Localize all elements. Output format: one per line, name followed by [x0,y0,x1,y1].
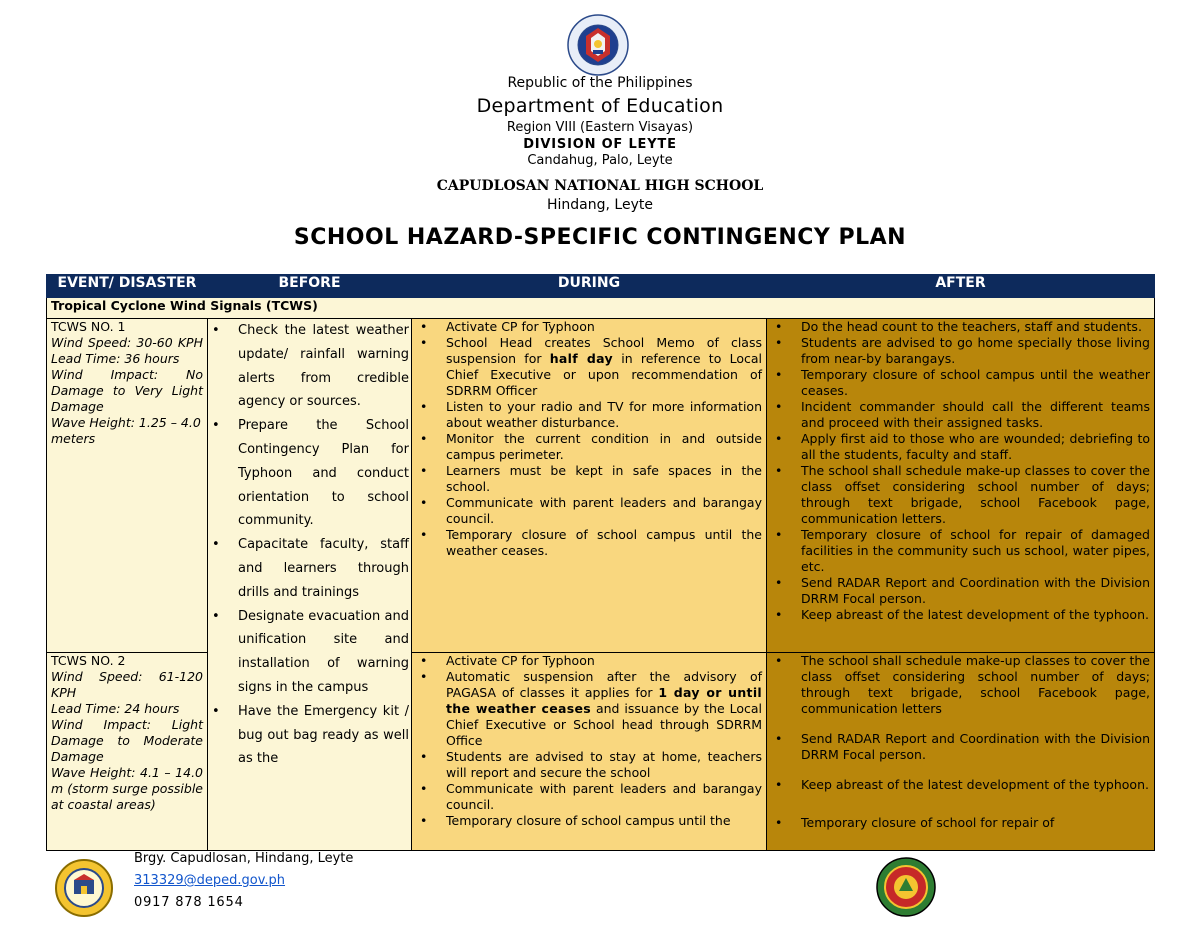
list-item: • Have the Emergency kit / bug out bag ready as well as the [212,700,409,771]
emphasis: half day [549,351,613,366]
list-item [416,669,762,749]
during-list [416,319,762,559]
event-wind-speed: Wind Speed: 30-60 KPH Lead Time: 36 hours [51,335,203,366]
list-item: • Keep abreast of the latest development of the typhoon. [771,607,1150,623]
event-wind-impact: Wind Impact: Light Damage to Moderate Damage [51,717,203,764]
footer-email-link[interactable]: 313329@deped.gov.ph [134,873,286,888]
category-row: Tropical Cyclone Wind Signals (TCWS) [47,298,1155,319]
list-item: • Do the head count to the teachers, staff and students. [771,319,1150,335]
footer-phone: 0917 878 1654 [134,895,244,910]
list-item: • Keep abreast of the latest development of the typhoon. [771,777,1150,793]
list-item: • Learners must be kept in safe spaces in the school. [416,463,762,495]
emphasis: 1 day or until the weather ceases [446,685,762,716]
division-address: Candahug, Palo, Leyte [527,153,673,168]
drrm-logo-icon [875,856,937,918]
column-header-during: DURING [412,275,767,298]
during-cell-tcws-1 [412,319,767,653]
list-item: • Capacitate faculty, staff and learners through drills and trainings [212,533,409,604]
list-item: • Students are advised to stay at home, teachers will report and secure the school [416,749,762,781]
list-item: • Monitor the current condition in and outside campus perimeter. [416,431,762,463]
list-item [416,335,762,399]
event-wind-speed: Wind Speed: 61-120 KPH [51,669,203,700]
event-lead-time: Lead Time: 24 hours [51,701,180,716]
list-item: • Prepare the School Contingency Plan for Typhoon and conduct orientation to school community. [212,414,409,533]
column-header-after: AFTER [767,275,1155,298]
page-title: SCHOOL HAZARD-SPECIFIC CONTINGENCY PLAN [293,225,907,250]
after-cell-tcws-2 [767,653,1155,851]
list-item: • Apply first aid to those who are wounded; debriefing to all the students, faculty and staff. [771,431,1150,463]
list-item: • Activate CP for Typhoon [416,319,762,335]
event-cell-tcws-1 [47,319,208,653]
list-item: • Temporary closure of school campus until the weather ceases. [771,367,1150,399]
during-list [416,653,762,829]
event-name: TCWS NO. 2 [51,653,126,668]
event-cell-tcws-2 [47,653,208,851]
contingency-plan-table [46,274,1155,851]
list-item: • Send RADAR Report and Coordination with the Division DRRM Focal person. [771,575,1150,607]
republic-line: Republic of the Philippines [507,75,693,91]
before-list [212,319,409,771]
list-item: • Activate CP for Typhoon [416,653,762,669]
text: Automatic suspension after the advisory of PAGASA of classes it applies for [446,669,762,700]
list-item: • Check the latest weather update/ rainfall warning alerts from credible agency or sources. [212,319,409,414]
after-list [771,319,1150,623]
during-cell-tcws-2 [412,653,767,851]
list-item: • Temporary closure of school for repair of [771,815,1150,831]
list-item: • The school shall schedule make-up classes to cover the class offset considering school number of days; through text brigade, school Facebook page, communication letters [771,653,1150,717]
event-wave-height: Wave Height: 4.1 – 14.0 m (storm surge possible at coastal areas) [51,765,203,812]
list-item: • Temporary closure of school for repair of damaged facilities in the community such us school, water pipes, etc. [771,527,1150,575]
list-item: • Communicate with parent leaders and barangay council. [416,495,762,527]
list-item: • Listen to your radio and TV for more information about weather disturbance. [416,399,762,431]
text: and issuance by the Local Chief Executive or School head through SDRRM Office [446,701,762,748]
list-item: • Communicate with parent leaders and barangay council. [416,781,762,813]
school-location: Hindang, Leyte [547,197,653,213]
after-cell-tcws-1 [767,319,1155,653]
before-cell [208,319,412,851]
column-header-before: BEFORE [208,275,412,298]
division-line: DIVISION OF LEYTE [523,137,677,152]
page-footer [0,850,1200,927]
list-item: • Temporary closure of school campus until the [416,813,762,829]
text: in reference to Local Chief Executive or upon recommendation of SDRRM Officer [446,351,762,398]
department-name: Department of Education [476,95,724,117]
list-item: • The school shall schedule make-up classes to cover the class offset considering school number of days; through text brigade, school Facebook page, communication letters. [771,463,1150,527]
text: School Head creates School Memo of class suspension for [446,335,762,366]
list-item: • Temporary closure of school campus until the weather ceases. [416,527,762,559]
deped-seal-icon [557,14,639,76]
list-item: • Incident commander should call the different teams and proceed with their assigned tasks. [771,399,1150,431]
school-logo-icon [52,858,116,918]
event-wind-impact: Wind Impact: No Damage to Very Light Damage [51,367,203,414]
school-name: CAPUDLOSAN NATIONAL HIGH SCHOOL [436,178,764,194]
footer-address: Brgy. Capudlosan, Hindang, Leyte [134,851,354,866]
event-wave-height: Wave Height: 1.25 – 4.0 meters [51,415,201,446]
list-item: • Designate evacuation and unification site and installation of warning signs in the campus [212,605,409,700]
list-item: • Students are advised to go home specially those living from near-by barangays. [771,335,1150,367]
event-name: TCWS NO. 1 [51,319,126,334]
region-line: Region VIII (Eastern Visayas) [506,120,694,135]
after-list [771,653,1150,831]
column-header-event: EVENT/ DISASTER [47,275,208,298]
list-item: • Send RADAR Report and Coordination with the Division DRRM Focal person. [771,731,1150,763]
